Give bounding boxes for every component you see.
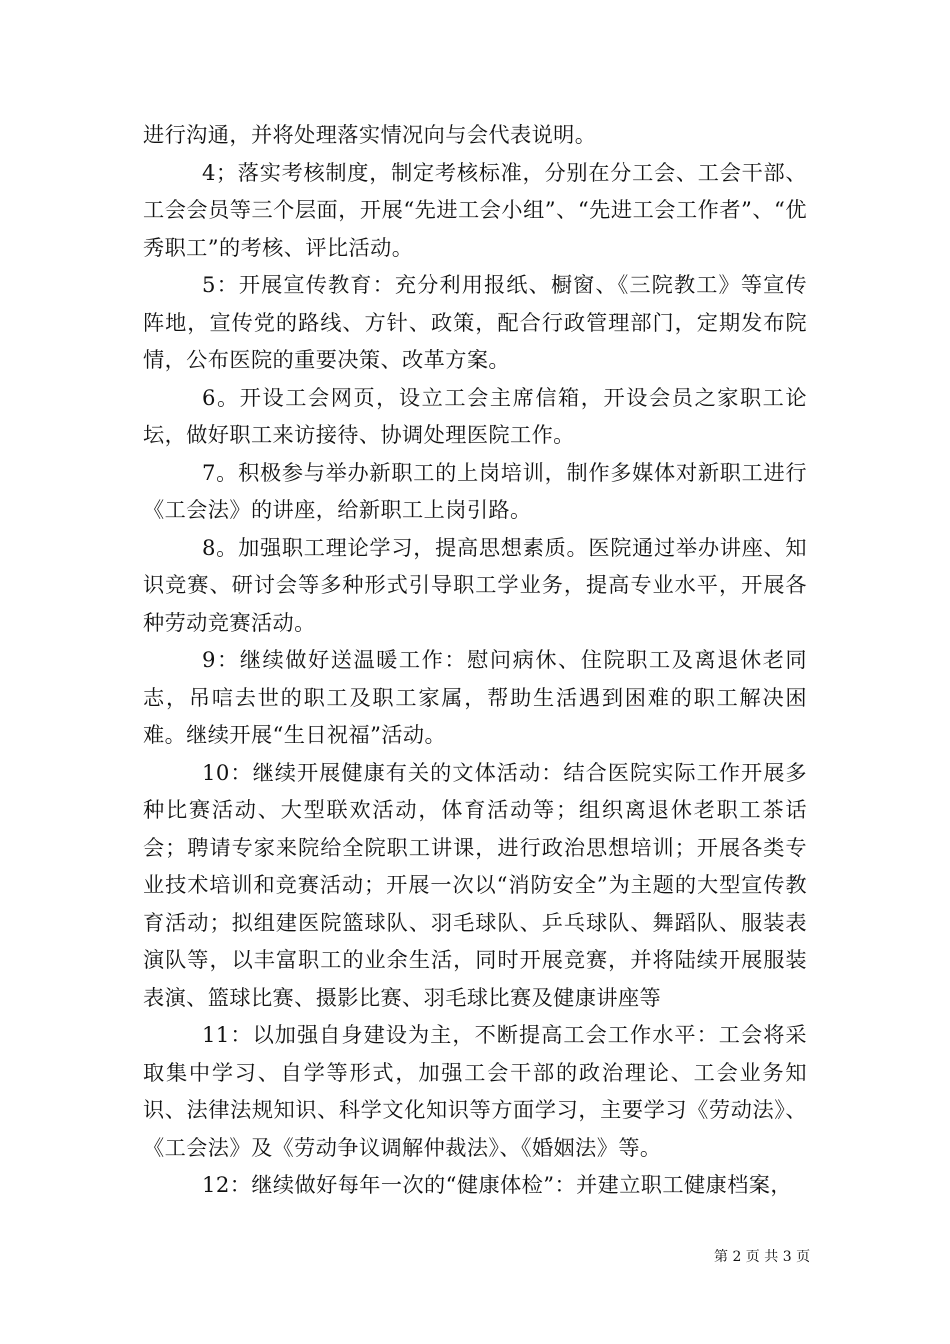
page-number-footer: 第 2 页 共 3 页 <box>714 1249 811 1265</box>
paragraph-item-10: 10：继续开展健康有关的文体活动：结合医院实际工作开展多种比赛活动、大型联欢活动，体育活动等；组织离退休老职工茶话会；聘请专家来院给全院职工讲课，进行政治思想培训；开展各类专业技术培训和竞赛活动；开展一次以“消防安全”为主题的大型宣传教育活动；拟组建医院篮球队、羽毛球队、乒乓球队、舞蹈队、服装表演队等，以丰富职工的业余生活，同时开展竞赛，并将陆续开展服装表演、篮球比赛、摄影比赛、羽毛球比赛及健康讲座等 <box>143 759 807 1010</box>
paragraph-item-9: 9：继续做好送温暖工作：慰问病休、住院职工及离退休老同志，吊唁去世的职工及职工家属，帮助生活遇到困难的职工解决困难。继续开展“生日祝福”活动。 <box>143 647 807 747</box>
document-body <box>143 116 807 1204</box>
paragraph-item-6: 6。开设工会网页，设立工会主席信箱，开设会员之家职工论坛，做好职工来访接待、协调处理医院工作。 <box>143 384 807 447</box>
paragraph-item-11: 11：以加强自身建设为主，不断提高工会工作水平：工会将采取集中学习、自学等形式，加强工会干部的政治理论、工会业务知识、法律法规知识、科学文化知识等方面学习，主要学习《劳动法》、《工会法》及《劳动争议调解仲裁法》、《婚姻法》等。 <box>143 1022 807 1160</box>
paragraph-item-5: 5：开展宣传教育：充分利用报纸、橱窗、《三院教工》等宣传阵地，宣传党的路线、方针、政策，配合行政管理部门，定期发布院情，公布医院的重要决策、改革方案。 <box>143 272 807 372</box>
paragraph-item-4: 4；落实考核制度，制定考核标准，分别在分工会、工会干部、工会会员等三个层面，开展“先进工会小组”、“先进工会工作者”、“优秀职工”的考核、评比活动。 <box>143 159 807 260</box>
paragraph-continuation: 进行沟通，并将处理落实情况向与会代表说明。 <box>143 122 597 147</box>
paragraph-item-7: 7。积极参与举办新职工的上岗培训，制作多媒体对新职工进行《工会法》的讲座，给新职工上岗引路。 <box>143 459 807 522</box>
paragraph-item-12: 12：继续做好每年一次的“健康体检”：并建立职工健康档案， <box>202 1172 792 1197</box>
paragraph-item-8: 8。加强职工理论学习，提高思想素质。医院通过举办讲座、知识竞赛、研讨会等多种形式引导职工学业务，提高专业水平，开展各种劳动竞赛活动。 <box>143 534 807 635</box>
